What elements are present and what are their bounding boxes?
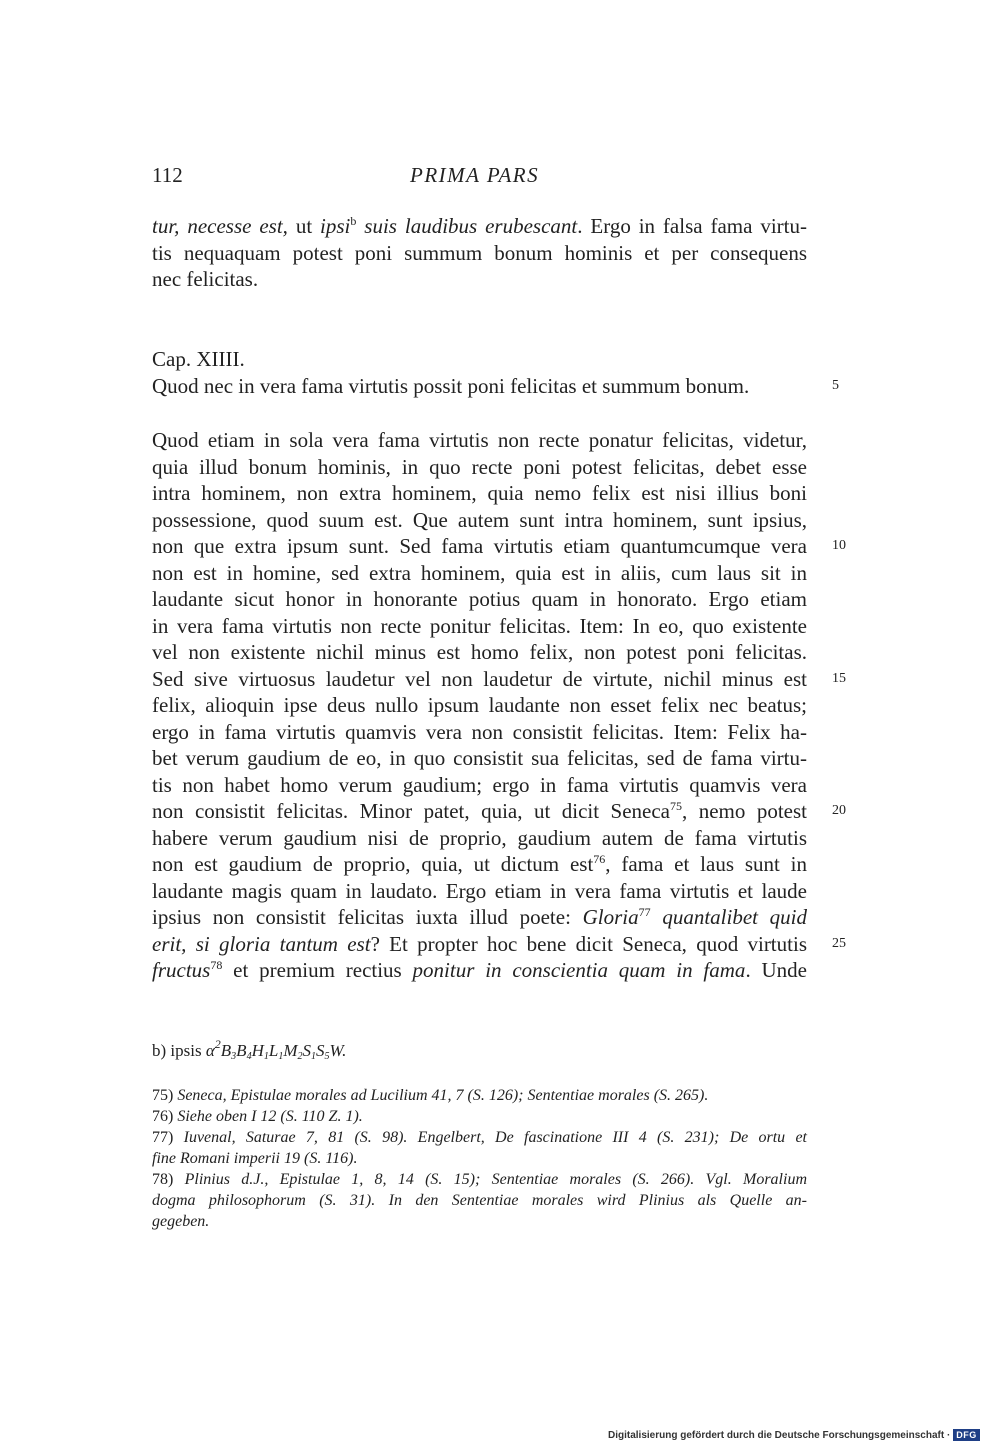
footnote-ref: 76 (593, 852, 606, 866)
text-line: tur, necesse est, ut ipsi$^b$ suis laudibus erubescant. Ergo in falsa fama virtu- (152, 214, 807, 238)
footnote-78: 78) Plinius d.J., Epistulae 1, 8, 14 (S. 15); Sententiae morales (S. 266). Vgl. Moralium (152, 1171, 808, 1188)
footnote-75: 75) Seneca, Epistulae morales ad Lucilium 41, 7 (S. 126); Sententiae morales (S. 265). (152, 1087, 709, 1104)
text-line: possessione, quod suum est. Que autem sunt intra hominem, sunt ipsius, (152, 507, 807, 532)
line-number: 10 (832, 538, 846, 553)
footnote-77: 77) Iuvenal, Saturae 7, 81 (S. 98). Engelbert, De fascinatione III 4 (S. 231); De ortu et (152, 1129, 807, 1146)
text-line: Sed sive virtuosus laudetur vel non laudetur de virtute, nichil minus est 15 (152, 666, 846, 691)
line-number: 25 (832, 935, 846, 951)
text-line: non consistit felicitas. Minor patet, quia, ut dicit Seneca$^{75}$, nemo potest 20 (152, 799, 846, 823)
footnote-76: 76) Siehe oben I 12 (S. 110 Z. 1). (152, 1108, 363, 1125)
footnote-78-cont: gegeben. (152, 1213, 210, 1230)
text-line: vel non existente nichil minus est homo felix, non potest poni felicitas. (152, 640, 807, 664)
continuation-paragraph (152, 213, 807, 293)
text-line: quia illud bonum hominis, in quo recte poni potest felicitas, debet esse (152, 454, 807, 479)
text-line: felix, alioquin ipse deus nullo ipsum laudante non esset felix nec beatus; (152, 693, 807, 717)
footnotes (152, 1085, 807, 1232)
line-number: 20 (832, 803, 846, 818)
text-line: intra hominem, non extra hominem, quia nemo felix est nisi illius boni (152, 481, 807, 505)
footnote-77-cont: fine Romani imperii 19 (S. 116). (152, 1150, 358, 1167)
text-line: habere verum gaudium nisi de proprio, gaudium autem de fama virtutis (152, 825, 807, 850)
text-line: nec felicitas. (152, 267, 259, 291)
variant-marker: b (350, 214, 357, 228)
main-paragraph (152, 427, 846, 984)
apparatus-entry: b) ipsis $\alpha^2B_3B_4H_1L_1M_2S_1S_5W$. (152, 1037, 347, 1062)
line-number: 15 (832, 670, 846, 686)
text-line: fructus$^{78}$ et premium rectius ponitur in conscientia quam in fama. Unde (152, 958, 807, 982)
text-line: ipsius non consistit felicitas iuxta illud poete: Gloria$^{77}$ quantalibet quid (152, 905, 807, 929)
footnote-ref: 75 (670, 799, 682, 813)
text-line: tis non habet homo verum gaudium; ergo in fama virtutis quamvis vera (152, 772, 807, 797)
chapter-heading (152, 346, 839, 399)
dfg-logo: DFG (953, 1429, 980, 1441)
page-number: 112 (152, 163, 183, 187)
text-line: erit, si gloria tantum est? Et propter hoc bene dicit Seneca, quod virtutis 25 (152, 931, 846, 956)
critical-apparatus (152, 1037, 807, 1062)
text-line: laudante sicut honor in honorante potius quam in honorato. Ergo etiam (152, 587, 807, 611)
footnote-ref: 78 (210, 958, 223, 972)
chapter-title: Quod nec in vera fama virtutis possit poni felicitas et summum bonum. 5 (152, 373, 839, 398)
footnote-78-cont: dogma philosophorum (S. 31). In den Sententiae morales wird Plinius als Quelle an- (152, 1192, 807, 1209)
text-line: non que extra ipsum sunt. Sed fama virtutis etiam quantumcumque vera 10 (152, 534, 846, 558)
text-line: tis nequaquam potest poni summum bonum hominis et per consequens (152, 240, 807, 265)
text-line: non est gaudium de proprio, quia, ut dictum est$^{76}$, fama et laus sunt in (152, 852, 807, 876)
text-line: in vera fama virtutis non recte ponitur felicitas. Item: In eo, quo existente (152, 613, 807, 638)
chapter-number: Cap. XIIII. (152, 347, 245, 371)
manuscript-sigla: $\alpha^2B_3B_4H_1L_1M_2S_1S_5W$. (205, 1037, 347, 1062)
text-line: laudante magis quam in laudato. Ergo etiam in vera fama virtutis et laude (152, 878, 807, 903)
text-line: ergo in fama virtutis quamvis vera non consistit felicitas. Item: Felix ha- (152, 719, 807, 744)
text-line: bet verum gaudium de eo, in quo consistit sua felicitas, sed de fama virtu- (152, 746, 807, 770)
text-line: non est in homine, sed extra hominem, quia est in aliis, cum laus sit in (152, 560, 807, 585)
line-number: 5 (832, 377, 839, 393)
running-title: PRIMA PARS (410, 163, 540, 187)
text-line: Quod etiam in sola vera fama virtutis non recte ponatur felicitas, videtur, (152, 428, 807, 452)
digitization-notice: Digitalisierung gefördert durch die Deutsche Forschungsgemeinschaft · DFG (608, 1429, 980, 1441)
footnote-ref: 77 (638, 905, 651, 919)
